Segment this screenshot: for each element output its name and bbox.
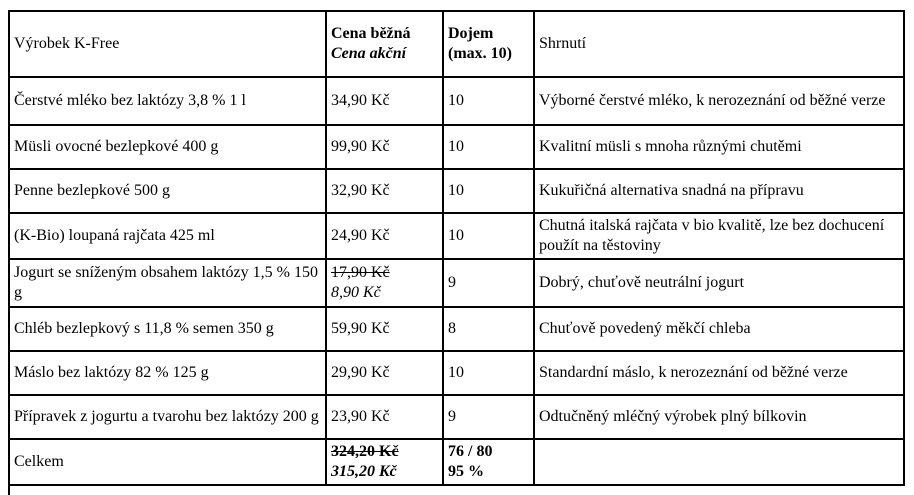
total-price-sale: 315,20 Kč: [331, 463, 397, 480]
cell-price: 32,90 Kč: [326, 169, 443, 213]
header-price-regular: Cena běžná: [331, 25, 411, 42]
cell-summary: Chuťově povedený měkčí chleba: [534, 307, 904, 351]
cell-summary: Výborné čerstvé mléko, k nerozeznání od běžné verze: [534, 77, 904, 125]
cell-impression: 9: [443, 259, 534, 307]
cell-impression: 10: [443, 125, 534, 169]
table-row: [9, 169, 904, 213]
total-price-regular-struck: 324,20 Kč: [331, 443, 399, 460]
cell-price: 34,90 Kč: [326, 77, 443, 125]
total-summary: [534, 439, 904, 485]
cell-product: Máslo bez laktózy 82 % 125 g: [9, 351, 326, 395]
table-row: [9, 351, 904, 395]
cell-impression: 10: [443, 213, 534, 259]
total-label: Celkem: [9, 439, 326, 485]
cell-summary: Odtučněný mléčný výrobek plný bílkovin: [534, 395, 904, 439]
cell-impression: 8: [443, 307, 534, 351]
cell-product: (K-Bio) loupaná rajčata 425 ml: [9, 213, 326, 259]
cell-price: 99,90 Kč: [326, 125, 443, 169]
cell-summary: Kvalitní müsli s mnoha různými chutěmi: [534, 125, 904, 169]
cell-summary: Standardní máslo, k nerozeznání od běžné verze: [534, 351, 904, 395]
price-regular-struck: 17,90 Kč: [331, 264, 390, 281]
total-score-fraction: 76 / 80: [448, 443, 493, 460]
header-price: [326, 11, 443, 77]
table-row: [9, 307, 904, 351]
header-summary: Shrnutí: [534, 11, 904, 77]
total-score-percent: 95 %: [448, 463, 484, 480]
cell-summary: Kukuřičná alternativa snadná na přípravu: [534, 169, 904, 213]
cell-product: Penne bezlepkové 500 g: [9, 169, 326, 213]
cell-price: 59,90 Kč: [326, 307, 443, 351]
cell-price: 23,90 Kč: [326, 395, 443, 439]
table-row: [9, 259, 904, 307]
header-impression-line1: Dojem: [448, 25, 494, 42]
price-sale: 8,90 Kč: [331, 284, 381, 301]
cell-price: 24,90 Kč: [326, 213, 443, 259]
total-score: [443, 439, 534, 485]
product-review-table: [8, 10, 905, 486]
cell-price: 29,90 Kč: [326, 351, 443, 395]
header-impression: [443, 11, 534, 77]
table-header-row: [9, 11, 904, 77]
cutoff-table-border-stub: [8, 482, 10, 495]
cell-price: [326, 259, 443, 307]
cell-product: Müsli ovocné bezlepkové 400 g: [9, 125, 326, 169]
header-product: Výrobek K-Free: [9, 11, 326, 77]
table-row: [9, 77, 904, 125]
total-price: [326, 439, 443, 485]
cell-impression: 9: [443, 395, 534, 439]
cell-product: Přípravek z jogurtu a tvarohu bez laktózy 200 g: [9, 395, 326, 439]
table-row: [9, 213, 904, 259]
table-row: [9, 395, 904, 439]
cell-impression: 10: [443, 77, 534, 125]
cell-product: Chléb bezlepkový s 11,8 % semen 350 g: [9, 307, 326, 351]
cell-impression: 10: [443, 351, 534, 395]
cell-summary: Dobrý, chuťově neutrální jogurt: [534, 259, 904, 307]
cell-product: Jogurt se sníženým obsahem laktózy 1,5 % 150 g: [9, 259, 326, 307]
table-total-row: [9, 439, 904, 485]
header-impression-line2: (max. 10): [448, 45, 512, 62]
cell-summary: Chutná italská rajčata v bio kvalitě, lze bez dochucení použít na těstoviny: [534, 213, 904, 259]
table-row: [9, 125, 904, 169]
header-price-sale: Cena akční: [331, 45, 407, 62]
cell-product: Čerstvé mléko bez laktózy 3,8 % 1 l: [9, 77, 326, 125]
cell-impression: 10: [443, 169, 534, 213]
